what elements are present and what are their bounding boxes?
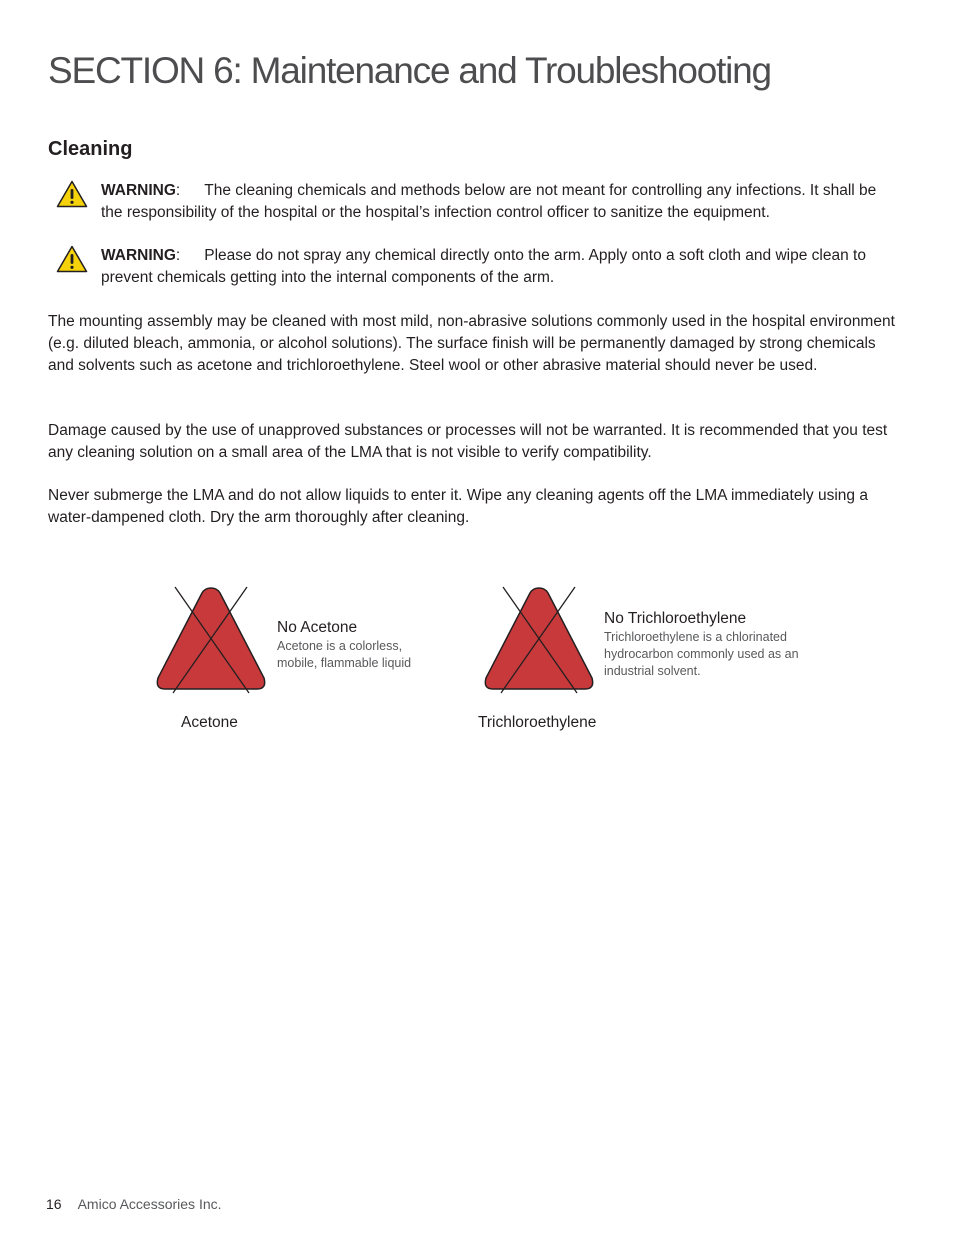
- warning-message: Please do not spray any chemical directly onto the arm. Apply onto a soft cloth and wipe clean to prevent chemicals getting into the internal components of the arm.: [101, 247, 866, 286]
- no-acetone-title: No Acetone: [277, 619, 358, 636]
- no-trichloroethylene-title: No Trichloroethylene: [604, 610, 747, 627]
- warning-triangle-icon: [56, 245, 88, 273]
- page-title: SECTION 6: Maintenance and Troubleshooting: [48, 50, 771, 91]
- paragraph-cleaning-solutions: The mounting assembly may be cleaned with most mild, non-abrasive solutions commonly used in the hospital environment (e.g. diluted bleach, ammonia, or alcohol solutions). The surface finish will be permanently damaged by strong chemicals and solvents such as acetone and trichloroethylene. Steel wool or other abrasive material should never be used.: [48, 313, 895, 374]
- trichloroethylene-caption: Trichloroethylene: [478, 714, 597, 731]
- page-number: 16: [46, 1196, 62, 1212]
- no-acetone-icon: [150, 583, 272, 695]
- section-heading-cleaning: Cleaning: [48, 138, 133, 160]
- paragraph-submerge: Never submerge the LMA and do not allow liquids to enter it. Wipe any cleaning agents off the LMA immediately using a water-dampened cloth. Dry the arm thoroughly after cleaning.: [48, 487, 868, 526]
- footer-company: Amico Accessories Inc.: [77, 1196, 222, 1212]
- warning-text-1: WARNING: The cleaning chemicals and methods below are not meant for controlling any infections. It shall be the responsibility of the hospital or the hospital’s infection control officer to sanitize the equipment.: [101, 182, 877, 221]
- warning-label: WARNING: [101, 182, 176, 199]
- warning-message: The cleaning chemicals and methods below are not meant for controlling any infections. It shall be the responsibility of the hospital or the hospital’s infection control officer to sanitize the equipment.: [101, 182, 877, 221]
- paragraph-warranty: Damage caused by the use of unapproved substances or processes will not be warranted. It is recommended that you test any cleaning solution on a small area of the LMA that is not visible to verify compatibility.: [48, 422, 888, 461]
- acetone-caption: Acetone: [181, 714, 238, 731]
- warning-label: WARNING: [101, 247, 176, 264]
- warning-triangle-icon: [56, 180, 88, 208]
- no-trichloroethylene-icon: [478, 583, 600, 695]
- warning-text-2: WARNING: Please do not spray any chemical directly onto the arm. Apply onto a soft cloth and wipe clean to prevent chemicals getting into the internal components of the arm.: [101, 247, 866, 286]
- no-trichloroethylene-description: Trichloroethylene is a chlorinated hydrocarbon commonly used as an industrial solvent.: [604, 630, 799, 678]
- page-footer: [46, 1196, 222, 1212]
- no-acetone-description: Acetone is a colorless, mobile, flammable liquid: [277, 639, 412, 670]
